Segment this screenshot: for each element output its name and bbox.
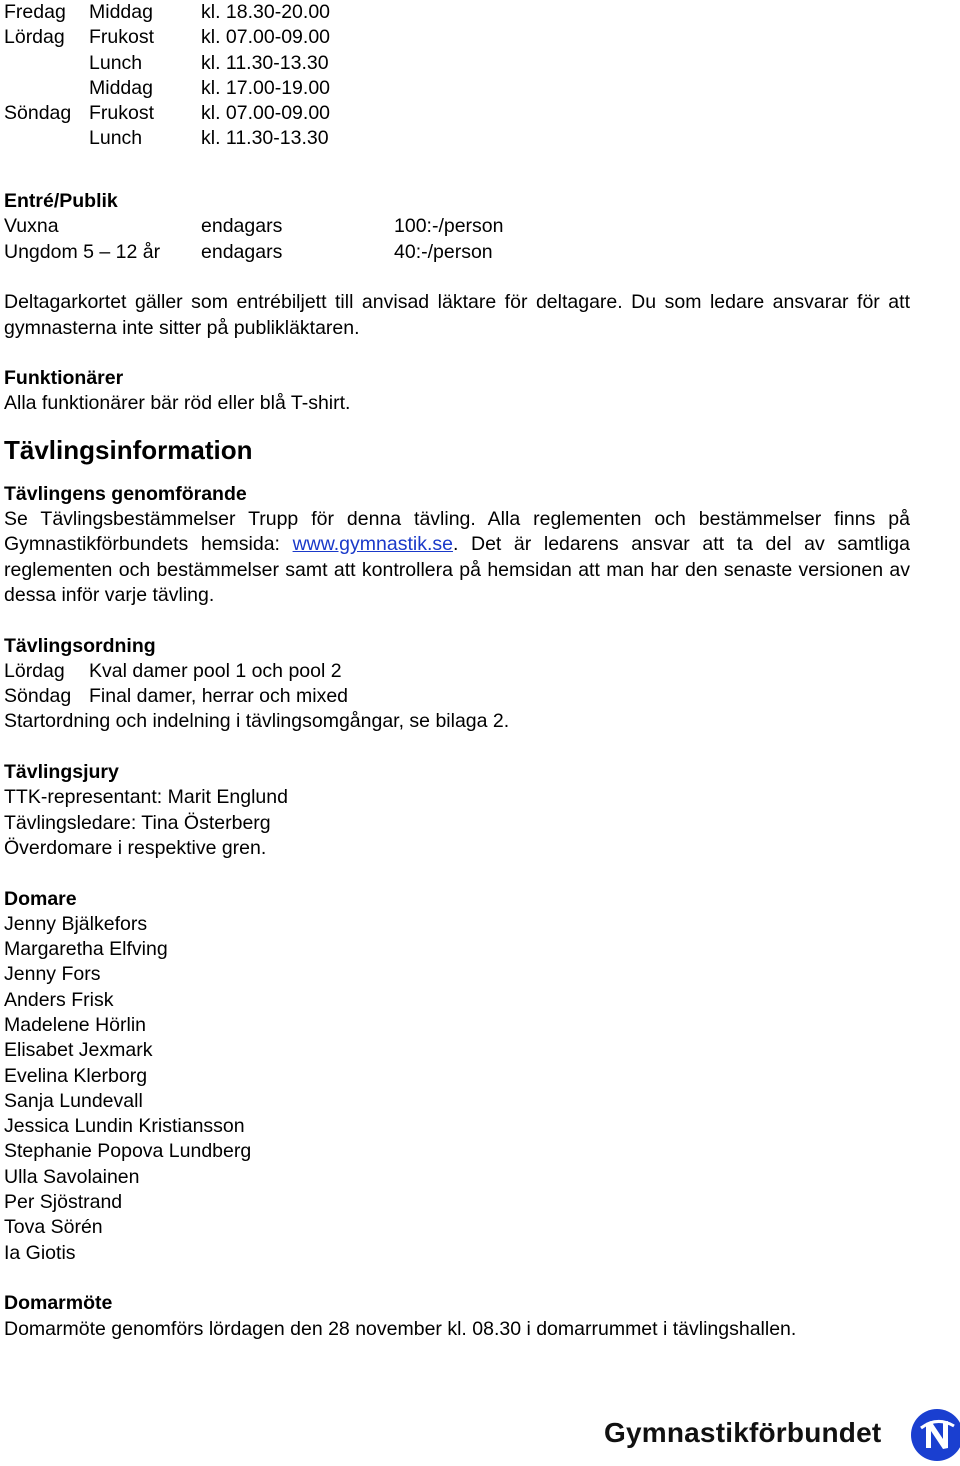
schedule-meal: Middag: [89, 76, 153, 99]
domarmote-heading: Domarmöte: [4, 1292, 113, 1315]
schedule-time: kl. 07.00-09.00: [201, 102, 331, 125]
domare-name: Per Sjöstrand: [4, 1191, 123, 1214]
genomforande-text-before: Se Tävlingsbestämmelser Trupp för denna tävling. Alla reglementen och bestämmelser finns på Gymnastikförbundets hemsida:: [4, 508, 910, 556]
jury-line: Överdomare i respektive gren.: [4, 836, 267, 859]
entre-who: Ungdom 5 – 12 år: [4, 240, 161, 263]
domare-name: Elisabet Jexmark: [4, 1039, 153, 1062]
schedule-row: [4, 51, 910, 76]
schedule-day: Söndag: [4, 102, 72, 125]
funktionarer-text: Alla funktionärer bär röd eller blå T-shirt.: [4, 392, 351, 415]
schedule-meal: Lunch: [89, 51, 143, 74]
schedule-time: kl. 18.30-20.00: [201, 1, 331, 23]
entre-row: [4, 214, 910, 239]
funktionarer-section: [4, 366, 910, 417]
entre-type: endagars: [201, 215, 283, 238]
domare-name: Jenny Bjälkefors: [4, 912, 148, 935]
gymnastikforbundet-logo-icon: [910, 1408, 960, 1462]
funktionarer-heading: Funktionärer: [4, 367, 124, 390]
domare-name: Evelina Klerborg: [4, 1064, 148, 1087]
schedule-row: [4, 126, 910, 151]
ordning-note: Startordning och indelning i tävlingsomgångar, se bilaga 2.: [4, 710, 510, 733]
document-page: [4, 0, 910, 1342]
section-title: Tävlingsinformation: [4, 434, 253, 465]
domare-section: [4, 887, 910, 1266]
schedule-time: kl. 07.00-09.00: [201, 26, 331, 49]
ordning-day: Lördag: [4, 659, 65, 682]
ordning-row: [4, 684, 910, 709]
schedule-time: kl. 11.30-13.30: [201, 51, 329, 74]
domare-name: Ulla Savolainen: [4, 1165, 140, 1188]
domarmote-section: [4, 1291, 910, 1342]
jury-line: Tävlingsledare: Tina Österberg: [4, 811, 271, 834]
domare-name: Ia Giotis: [4, 1241, 76, 1264]
jury-line: TTK-representant: Marit Englund: [4, 786, 288, 809]
footer-brand: [604, 1407, 960, 1465]
domare-name: Jenny Fors: [4, 963, 101, 986]
domare-heading: Domare: [4, 887, 77, 910]
entre-type: endagars: [201, 240, 283, 263]
meal-schedule: [4, 0, 910, 152]
domare-name: Jessica Lundin Kristiansson: [4, 1115, 245, 1138]
ordning-text: Kval damer pool 1 och pool 2: [89, 659, 342, 682]
schedule-row: [4, 0, 910, 25]
domare-name: Madelene Hörlin: [4, 1013, 146, 1036]
domarmote-text: Domarmöte genomförs lördagen den 28 november kl. 08.30 i domarrummet i tävlingshallen.: [4, 1317, 797, 1340]
schedule-day: Fredag: [4, 1, 66, 23]
ordning-text: Final damer, herrar och mixed: [89, 685, 349, 708]
genomforande-text: [4, 507, 910, 608]
genomforande-heading: Tävlingens genomförande: [4, 482, 247, 505]
schedule-meal: Middag: [89, 1, 153, 23]
entre-row: [4, 240, 910, 265]
genomforande-section: [4, 482, 910, 608]
schedule-row: [4, 76, 910, 101]
schedule-meal: Lunch: [89, 127, 143, 150]
gymnastik-website-link[interactable]: www.gymnastik.se: [292, 533, 453, 556]
entre-price: 40:-/person: [394, 240, 493, 263]
schedule-row: [4, 101, 910, 126]
org-name: Gymnastikförbundet: [604, 1417, 882, 1448]
ordning-row: [4, 659, 910, 684]
domare-name: Margaretha Elfving: [4, 938, 168, 961]
entre-price: 100:-/person: [394, 215, 504, 238]
entre-heading: Entré/Publik: [4, 190, 118, 213]
jury-section: [4, 760, 910, 861]
ordning-section: [4, 634, 910, 735]
schedule-meal: Frukost: [89, 26, 155, 49]
entre-section: [4, 189, 910, 341]
entre-who: Vuxna: [4, 215, 59, 238]
ordning-heading: Tävlingsordning: [4, 634, 156, 657]
schedule-day: Lördag: [4, 26, 65, 49]
schedule-time: kl. 11.30-13.30: [201, 127, 329, 150]
domare-name: Anders Frisk: [4, 988, 114, 1011]
genomforande-text-after: . Det är ledarens ansvar att ta del av samtliga reglementen och bestämmelser samt att kontrollera på hemsidan att man har den senaste versionen av dessa inför varje tävling.: [4, 533, 910, 606]
entre-text: Deltagarkortet gäller som entrébiljett till anvisad läktare för deltagare. Du som ledare ansvarar för att gymnasterna inte sitter på publikläktaren.: [4, 291, 910, 339]
schedule-row: [4, 25, 910, 50]
domare-name: Stephanie Popova Lundberg: [4, 1140, 252, 1163]
schedule-meal: Frukost: [89, 102, 155, 125]
ordning-day: Söndag: [4, 685, 72, 708]
domare-name: Sanja Lundevall: [4, 1089, 143, 1112]
jury-heading: Tävlingsjury: [4, 761, 119, 784]
schedule-time: kl. 17.00-19.00: [201, 76, 331, 99]
domare-name: Tova Sörén: [4, 1216, 103, 1239]
